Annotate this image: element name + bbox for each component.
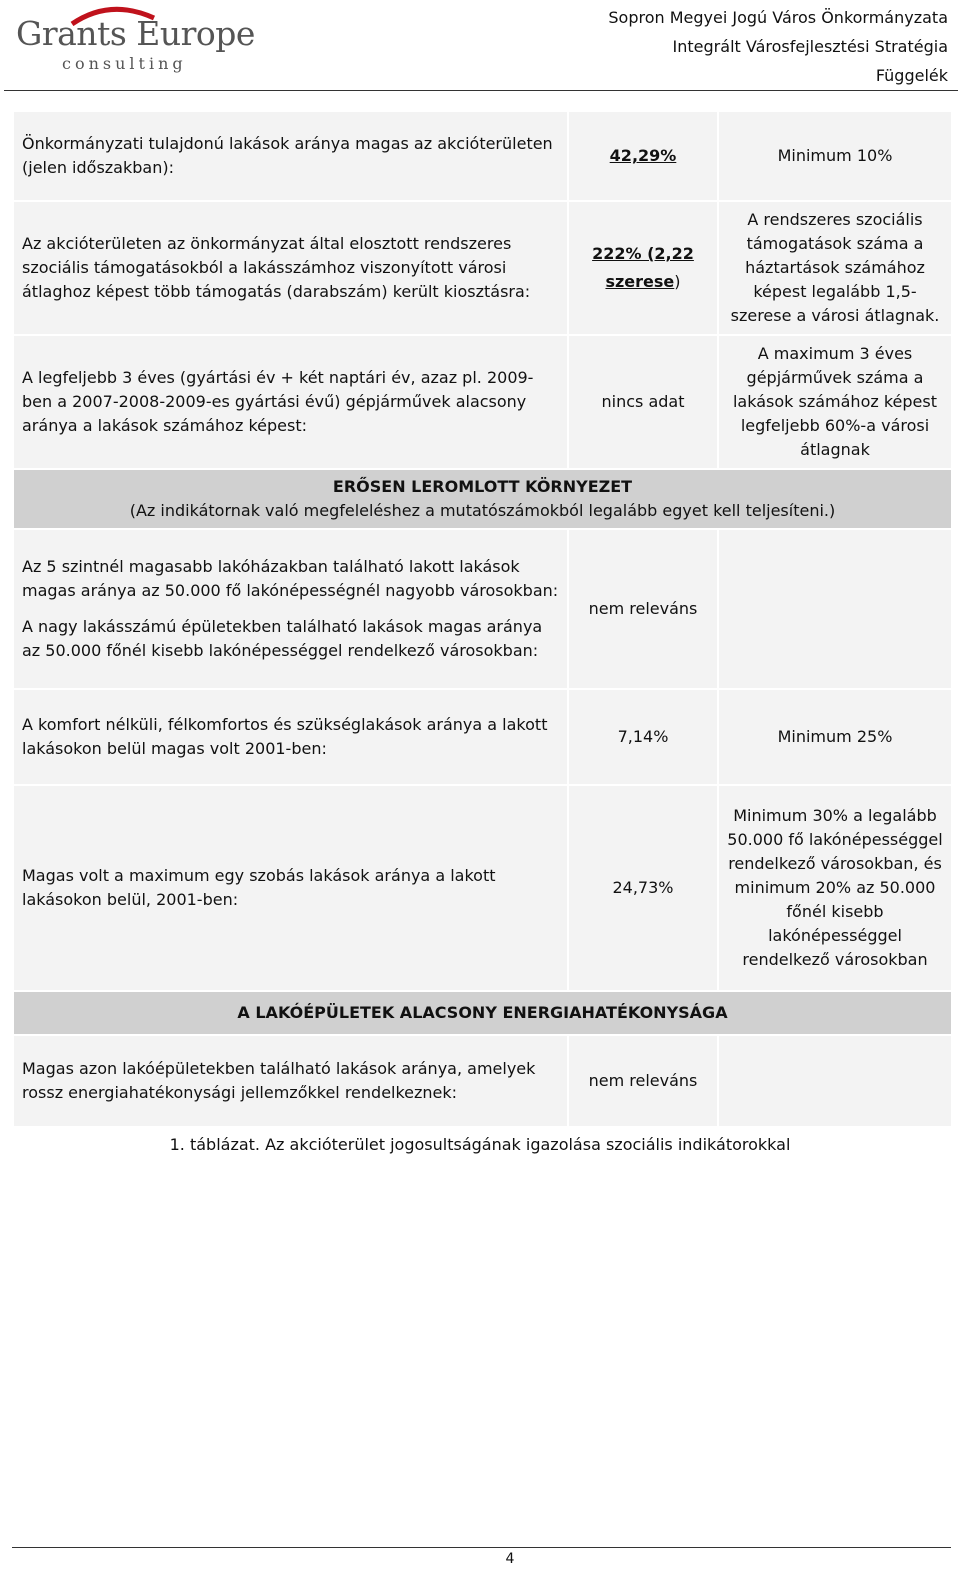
row-label-a: Az 5 szintnél magasabb lakóházakban található lakott lakások magas aránya az 50.000 fő lakónépességnél nagyobb városokban: xyxy=(22,557,559,600)
row-value: 24,73% xyxy=(568,785,718,991)
row-label: Önkormányzati tulajdonú lakások aránya magas az akcióterületen (jelen időszakban): xyxy=(13,111,568,201)
header-line-3: Függelék xyxy=(875,66,948,85)
logo-text: Grants Europe xyxy=(16,14,255,53)
row-label: A legfeljebb 3 éves (gyártási év + két naptári év, azaz pl. 2009-ben a 2007-2008-2009-es gyártási évű) gépjárművek alacsony aránya a lakások számához képest: xyxy=(13,335,568,469)
row-label: Magas azon lakóépületekben található lakások aránya, amelyek rossz energiahatékonysági jellemzőkkel rendelkeznek: xyxy=(13,1035,568,1127)
document-header-info xyxy=(608,3,948,90)
row-label-b: A nagy lakásszámú épületekben található lakások magas aránya az 50.000 főnél kisebb lakónépességgel rendelkező városokban: xyxy=(22,617,543,660)
table-caption: 1. táblázat. Az akcióterület jogosultságának igazolása szociális indikátorokkal xyxy=(169,1135,791,1154)
row-value: 42,29% xyxy=(568,111,718,201)
row-value: 7,14% xyxy=(568,689,718,785)
row-value: nem releváns xyxy=(568,529,718,689)
table-row xyxy=(13,689,952,785)
table-row xyxy=(13,529,952,689)
section-title: A LAKÓÉPÜLETEK ALACSONY ENERGIAHATÉKONYSÁGA xyxy=(237,1003,728,1022)
row-threshold: A rendszeres szociális támogatások száma a háztartások számához képest legalább 1,5-szerese a városi átlagnak. xyxy=(718,201,952,335)
row-threshold: Minimum 30% a legalább 50.000 fő lakónépességgel rendelkező városokban, és minimum 20% az 50.000 főnél kisebb lakónépességgel rendelkező városokban xyxy=(718,785,952,991)
section-title: ERŐSEN LEROMLOTT KÖRNYEZET xyxy=(332,477,633,496)
section-band xyxy=(13,991,952,1035)
row-threshold: Minimum 25% xyxy=(718,689,952,785)
grants-europe-logo xyxy=(16,4,255,80)
indicator-table xyxy=(12,110,953,1128)
row-label: Az akcióterületen az önkormányzat által elosztott rendszeres szociális támogatásokból a lakásszámhoz viszonyított városi átlaghoz képest több támogatás (darabszám) került kiosztásra: xyxy=(13,201,568,335)
section-band xyxy=(13,469,952,529)
table-row xyxy=(13,201,952,335)
row-value: nem releváns xyxy=(568,1035,718,1127)
row-label: Magas volt a maximum egy szobás lakások aránya a lakott lakásokon belül, 2001-ben: xyxy=(13,785,568,991)
row-label xyxy=(13,529,568,689)
section-subtitle: (Az indikátornak való megfeleléshez a mutatószámokból legalább egyet kell teljesíteni.) xyxy=(129,501,836,520)
row-threshold xyxy=(718,529,952,689)
page-header xyxy=(0,0,960,92)
row-threshold xyxy=(718,1035,952,1127)
row-threshold: A maximum 3 éves gépjárművek száma a lakások számához képest legfeljebb 60%-a városi átlagnak xyxy=(718,335,952,469)
header-line-2: Integrált Városfejlesztési Stratégia xyxy=(672,37,948,56)
row-threshold: Minimum 10% xyxy=(718,111,952,201)
header-line-1: Sopron Megyei Jogú Város Önkormányzata xyxy=(608,8,948,27)
header-divider xyxy=(4,90,958,91)
logo-subtext: consulting xyxy=(62,54,187,73)
row-label: A komfort nélküli, félkomfortos és szükséglakások aránya a lakott lakásokon belül magas volt 2001-ben: xyxy=(13,689,568,785)
row-value: nincs adat xyxy=(568,335,718,469)
table-row xyxy=(13,785,952,991)
row-value: 222% (2,22 szerese) xyxy=(568,201,718,335)
table-row xyxy=(13,335,952,469)
footer-divider xyxy=(12,1547,951,1548)
page-number: 4 xyxy=(505,1551,515,1567)
table-row xyxy=(13,111,952,201)
table-row xyxy=(13,1035,952,1127)
